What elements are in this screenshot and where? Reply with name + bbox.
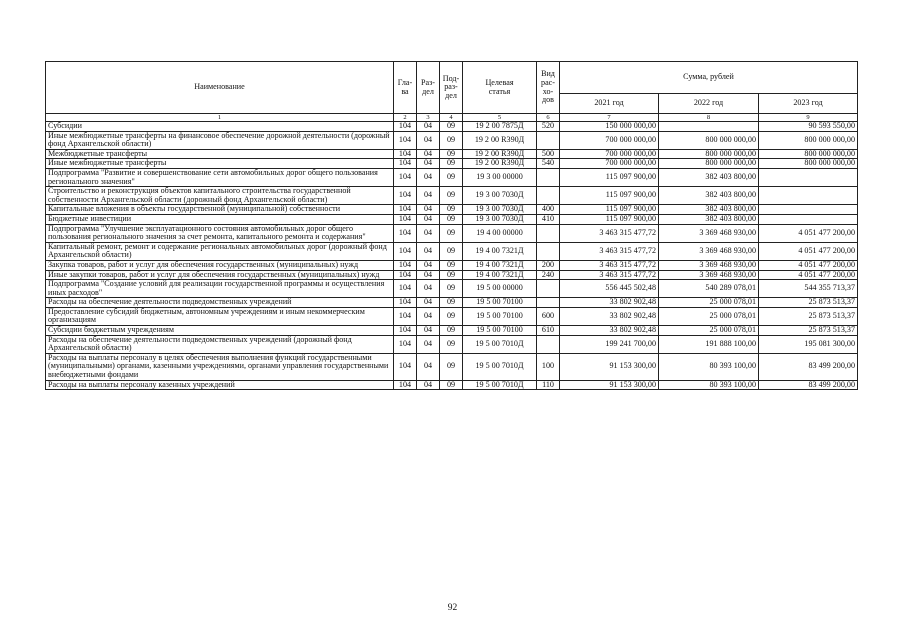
- row-vid: 600: [537, 307, 560, 325]
- row-podrazdel: 09: [440, 122, 463, 132]
- row-podrazdel: 09: [440, 307, 463, 325]
- row-sum-2021: 700 000 000,00: [560, 149, 659, 159]
- row-glava: 104: [394, 131, 417, 149]
- row-podrazdel: 09: [440, 260, 463, 270]
- row-name: Предоставление субсидий бюджетным, автономным учреждениям и иным некоммерческим организациям: [46, 307, 394, 325]
- row-glava: 104: [394, 122, 417, 132]
- row-sum-2023: 83 499 200,00: [759, 380, 858, 390]
- row-sum-2021: 3 463 315 477,72: [560, 270, 659, 280]
- table-row: [46, 131, 858, 149]
- row-name: Строительство и реконструкция объектов капитального строительства государственной собственности Архангельской области (дорожный фонд Архангельской области): [46, 187, 394, 205]
- column-number-row: [46, 114, 858, 122]
- header-year-2022: 2022 год: [659, 94, 759, 114]
- table-row: [46, 214, 858, 224]
- row-sum-2022: 80 393 100,00: [659, 380, 759, 390]
- row-vid: [537, 224, 560, 242]
- row-podrazdel: 09: [440, 353, 463, 380]
- table-row: [46, 159, 858, 169]
- row-podrazdel: 09: [440, 335, 463, 353]
- row-sum-2021: 91 153 300,00: [560, 380, 659, 390]
- row-vid: [537, 187, 560, 205]
- row-name: Расходы на выплаты персоналу казенных учреждений: [46, 380, 394, 390]
- row-sum-2023: 4 051 477 200,00: [759, 260, 858, 270]
- row-sum-2022: 800 000 000,00: [659, 159, 759, 169]
- row-razdel: 04: [417, 298, 440, 308]
- row-target: 19 3 00 7030Д: [463, 187, 537, 205]
- row-sum-2023: 4 051 477 200,00: [759, 270, 858, 280]
- header-razdel-label: Раз- дел: [421, 77, 435, 96]
- row-target: 19 3 00 7030Д: [463, 214, 537, 224]
- row-podrazdel: 09: [440, 187, 463, 205]
- row-sum-2023: 25 873 513,37: [759, 326, 858, 336]
- row-glava: 104: [394, 260, 417, 270]
- row-glava: 104: [394, 280, 417, 298]
- row-podrazdel: 09: [440, 380, 463, 390]
- row-glava: 104: [394, 168, 417, 186]
- table-row: [46, 187, 858, 205]
- row-sum-2021: 33 802 902,48: [560, 298, 659, 308]
- table-row: [46, 224, 858, 242]
- row-glava: 104: [394, 270, 417, 280]
- col-number: 4: [440, 114, 463, 122]
- row-name: Межбюджетные трансферты: [46, 149, 394, 159]
- row-name: Бюджетные инвестиции: [46, 214, 394, 224]
- col-number: 8: [659, 114, 759, 122]
- table-row: [46, 380, 858, 390]
- row-sum-2022: 800 000 000,00: [659, 131, 759, 149]
- row-target: 19 3 00 00000: [463, 168, 537, 186]
- row-razdel: 04: [417, 335, 440, 353]
- row-glava: 104: [394, 380, 417, 390]
- header-target: [463, 62, 537, 114]
- row-podrazdel: 09: [440, 131, 463, 149]
- budget-table: [45, 61, 858, 390]
- row-razdel: 04: [417, 205, 440, 215]
- row-sum-2021: 556 445 502,48: [560, 280, 659, 298]
- row-name: Расходы на обеспечение деятельности подведомственных учреждений (дорожный фонд Архангельской области): [46, 335, 394, 353]
- row-vid: [537, 242, 560, 260]
- row-vid: [537, 280, 560, 298]
- col-number: 3: [417, 114, 440, 122]
- table-row: [46, 280, 858, 298]
- row-sum-2021: 3 463 315 477,72: [560, 260, 659, 270]
- row-name: Субсидии: [46, 122, 394, 132]
- row-razdel: 04: [417, 307, 440, 325]
- header-razdel: [417, 62, 440, 114]
- row-name: Расходы на выплаты персоналу в целях обеспечения выполнения функций государственными (муниципальными) органами, казенными учреждениями, органами управления государственными внебюджетными фондами: [46, 353, 394, 380]
- row-sum-2022: 3 369 468 930,00: [659, 260, 759, 270]
- row-name: Капитальные вложения в объекты государственной (муниципальной) собственности: [46, 205, 394, 215]
- row-sum-2021: 115 097 900,00: [560, 168, 659, 186]
- row-name: Расходы на обеспечение деятельности подведомственных учреждений: [46, 298, 394, 308]
- row-glava: 104: [394, 298, 417, 308]
- table-body: [46, 122, 858, 390]
- table-row: [46, 298, 858, 308]
- col-number: 5: [463, 114, 537, 122]
- row-sum-2021: 115 097 900,00: [560, 214, 659, 224]
- row-podrazdel: 09: [440, 214, 463, 224]
- table-row: [46, 122, 858, 132]
- row-vid: 200: [537, 260, 560, 270]
- row-target: 19 5 00 70100: [463, 298, 537, 308]
- row-sum-2023: 25 873 513,37: [759, 298, 858, 308]
- row-sum-2021: 150 000 000,00: [560, 122, 659, 132]
- row-podrazdel: 09: [440, 326, 463, 336]
- row-sum-2021: 3 463 315 477,72: [560, 224, 659, 242]
- row-vid: 520: [537, 122, 560, 132]
- row-target: 19 5 00 7010Д: [463, 335, 537, 353]
- row-target: 19 2 00 7875Д: [463, 122, 537, 132]
- row-target: 19 3 00 7030Д: [463, 205, 537, 215]
- row-razdel: 04: [417, 380, 440, 390]
- row-sum-2021: 91 153 300,00: [560, 353, 659, 380]
- table-row: [46, 326, 858, 336]
- header-podrazdel: [440, 62, 463, 114]
- row-target: 19 2 00 R390Д: [463, 159, 537, 169]
- row-podrazdel: 09: [440, 205, 463, 215]
- header-year-2023: 2023 год: [759, 94, 858, 114]
- row-glava: 104: [394, 205, 417, 215]
- row-name: Подпрограмма "Развитие и совершенствование сети автомобильных дорог общего пользования регионального значения": [46, 168, 394, 186]
- row-target: 19 5 00 7010Д: [463, 353, 537, 380]
- row-sum-2022: 25 000 078,01: [659, 326, 759, 336]
- table-row: [46, 149, 858, 159]
- row-sum-2021: 115 097 900,00: [560, 205, 659, 215]
- row-sum-2023: [759, 187, 858, 205]
- row-sum-2023: [759, 168, 858, 186]
- row-vid: 100: [537, 353, 560, 380]
- row-target: 19 5 00 7010Д: [463, 380, 537, 390]
- page-number: 92: [447, 603, 458, 613]
- table-row: [46, 168, 858, 186]
- row-razdel: 04: [417, 280, 440, 298]
- row-podrazdel: 09: [440, 159, 463, 169]
- row-sum-2021: 115 097 900,00: [560, 187, 659, 205]
- col-number: 7: [560, 114, 659, 122]
- row-sum-2022: 3 369 468 930,00: [659, 242, 759, 260]
- header-name: Наименование: [46, 62, 394, 114]
- row-sum-2021: 700 000 000,00: [560, 131, 659, 149]
- row-sum-2022: 25 000 078,01: [659, 307, 759, 325]
- table-row: [46, 307, 858, 325]
- row-sum-2022: 191 888 100,00: [659, 335, 759, 353]
- row-sum-2021: 33 802 902,48: [560, 307, 659, 325]
- row-sum-2023: 4 051 477 200,00: [759, 242, 858, 260]
- row-razdel: 04: [417, 159, 440, 169]
- row-name: Иные межбюджетные трансферты: [46, 159, 394, 169]
- row-razdel: 04: [417, 131, 440, 149]
- row-name: Капитальный ремонт, ремонт и содержание региональных автомобильных дорог (дорожный фонд Архангельской области): [46, 242, 394, 260]
- row-sum-2023: 195 081 300,00: [759, 335, 858, 353]
- row-target: 19 5 00 00000: [463, 280, 537, 298]
- row-podrazdel: 09: [440, 149, 463, 159]
- row-vid: 110: [537, 380, 560, 390]
- row-sum-2022: 382 403 800,00: [659, 205, 759, 215]
- table-row: [46, 205, 858, 215]
- row-vid: [537, 168, 560, 186]
- row-podrazdel: 09: [440, 270, 463, 280]
- row-vid: [537, 335, 560, 353]
- row-podrazdel: 09: [440, 168, 463, 186]
- row-name: Закупка товаров, работ и услуг для обеспечения государственных (муниципальных) нужд: [46, 260, 394, 270]
- table-row: [46, 242, 858, 260]
- row-razdel: 04: [417, 187, 440, 205]
- row-vid: 400: [537, 205, 560, 215]
- row-vid: 540: [537, 159, 560, 169]
- row-sum-2022: 25 000 078,01: [659, 298, 759, 308]
- row-razdel: 04: [417, 242, 440, 260]
- row-podrazdel: 09: [440, 298, 463, 308]
- row-glava: 104: [394, 214, 417, 224]
- row-glava: 104: [394, 159, 417, 169]
- row-podrazdel: 09: [440, 224, 463, 242]
- row-target: 19 4 00 7321Д: [463, 260, 537, 270]
- row-vid: [537, 131, 560, 149]
- row-glava: 104: [394, 335, 417, 353]
- row-sum-2022: 540 289 078,01: [659, 280, 759, 298]
- row-sum-2022: [659, 122, 759, 132]
- row-razdel: 04: [417, 149, 440, 159]
- row-glava: 104: [394, 187, 417, 205]
- row-target: 19 5 00 70100: [463, 326, 537, 336]
- row-name: Иные межбюджетные трансферты на финансовое обеспечение дорожной деятельности (дорожный фонд Архангельской области): [46, 131, 394, 149]
- row-target: 19 4 00 7321Д: [463, 270, 537, 280]
- row-podrazdel: 09: [440, 242, 463, 260]
- row-razdel: 04: [417, 214, 440, 224]
- row-name: Иные закупки товаров, работ и услуг для обеспечения государственных (муниципальных) нужд: [46, 270, 394, 280]
- row-razdel: 04: [417, 353, 440, 380]
- row-glava: 104: [394, 353, 417, 380]
- row-target: 19 4 00 00000: [463, 224, 537, 242]
- row-glava: 104: [394, 326, 417, 336]
- row-sum-2023: [759, 214, 858, 224]
- row-sum-2023: 800 000 000,00: [759, 149, 858, 159]
- col-number: 6: [537, 114, 560, 122]
- row-name: Подпрограмма "Улучшение эксплуатационного состояния автомобильных дорог общего пользования регионального значения за счет ремонта, капитального ремонта и содержания": [46, 224, 394, 242]
- row-sum-2022: 80 393 100,00: [659, 353, 759, 380]
- row-sum-2023: 90 593 550,00: [759, 122, 858, 132]
- row-sum-2022: 382 403 800,00: [659, 214, 759, 224]
- row-target: 19 4 00 7321Д: [463, 242, 537, 260]
- row-sum-2023: 83 499 200,00: [759, 353, 858, 380]
- row-vid: 610: [537, 326, 560, 336]
- row-target: 19 5 00 70100: [463, 307, 537, 325]
- header-podrazdel-label: Под- раз- дел: [442, 73, 460, 100]
- row-sum-2023: 800 000 000,00: [759, 131, 858, 149]
- row-razdel: 04: [417, 326, 440, 336]
- row-razdel: 04: [417, 224, 440, 242]
- row-vid: 500: [537, 149, 560, 159]
- row-podrazdel: 09: [440, 280, 463, 298]
- table-row: [46, 335, 858, 353]
- row-sum-2023: 800 000 000,00: [759, 159, 858, 169]
- table-row: [46, 260, 858, 270]
- col-number: 1: [46, 114, 394, 122]
- row-name: Субсидии бюджетным учреждениям: [46, 326, 394, 336]
- row-sum-2023: 544 355 713,37: [759, 280, 858, 298]
- col-number: 9: [759, 114, 858, 122]
- row-sum-2022: 800 000 000,00: [659, 149, 759, 159]
- row-target: 19 2 00 R390Д: [463, 149, 537, 159]
- row-razdel: 04: [417, 168, 440, 186]
- col-number: 2: [394, 114, 417, 122]
- row-sum-2023: [759, 205, 858, 215]
- table-row: [46, 353, 858, 380]
- row-sum-2021: 33 802 902,48: [560, 326, 659, 336]
- row-sum-2021: 700 000 000,00: [560, 159, 659, 169]
- header-year-2021: 2021 год: [560, 94, 659, 114]
- row-vid: [537, 298, 560, 308]
- row-sum-2022: 3 369 468 930,00: [659, 270, 759, 280]
- header-target-label: Целевая статья: [485, 77, 514, 96]
- row-razdel: 04: [417, 122, 440, 132]
- table-row: [46, 270, 858, 280]
- row-glava: 104: [394, 307, 417, 325]
- row-vid: 410: [537, 214, 560, 224]
- row-glava: 104: [394, 224, 417, 242]
- row-sum-2022: 382 403 800,00: [659, 187, 759, 205]
- row-vid: 240: [537, 270, 560, 280]
- row-sum-2022: 382 403 800,00: [659, 168, 759, 186]
- header-glava: [394, 62, 417, 114]
- header-vid-label: Вид рас- хо- дов: [541, 69, 555, 105]
- row-sum-2023: 4 051 477 200,00: [759, 224, 858, 242]
- row-razdel: 04: [417, 260, 440, 270]
- row-sum-2023: 25 873 513,37: [759, 307, 858, 325]
- header-glava-label: Гла- ва: [397, 77, 413, 96]
- header-sum: Сумма, рублей: [560, 62, 858, 94]
- row-razdel: 04: [417, 270, 440, 280]
- row-glava: 104: [394, 242, 417, 260]
- row-glava: 104: [394, 149, 417, 159]
- row-sum-2021: 3 463 315 477,72: [560, 242, 659, 260]
- row-sum-2021: 199 241 700,00: [560, 335, 659, 353]
- row-sum-2022: 3 369 468 930,00: [659, 224, 759, 242]
- row-name: Подпрограмма "Создание условий для реализации государственной программы и осуществления иных расходов": [46, 280, 394, 298]
- row-target: 19 2 00 R390Д: [463, 131, 537, 149]
- header-vid: [537, 62, 560, 114]
